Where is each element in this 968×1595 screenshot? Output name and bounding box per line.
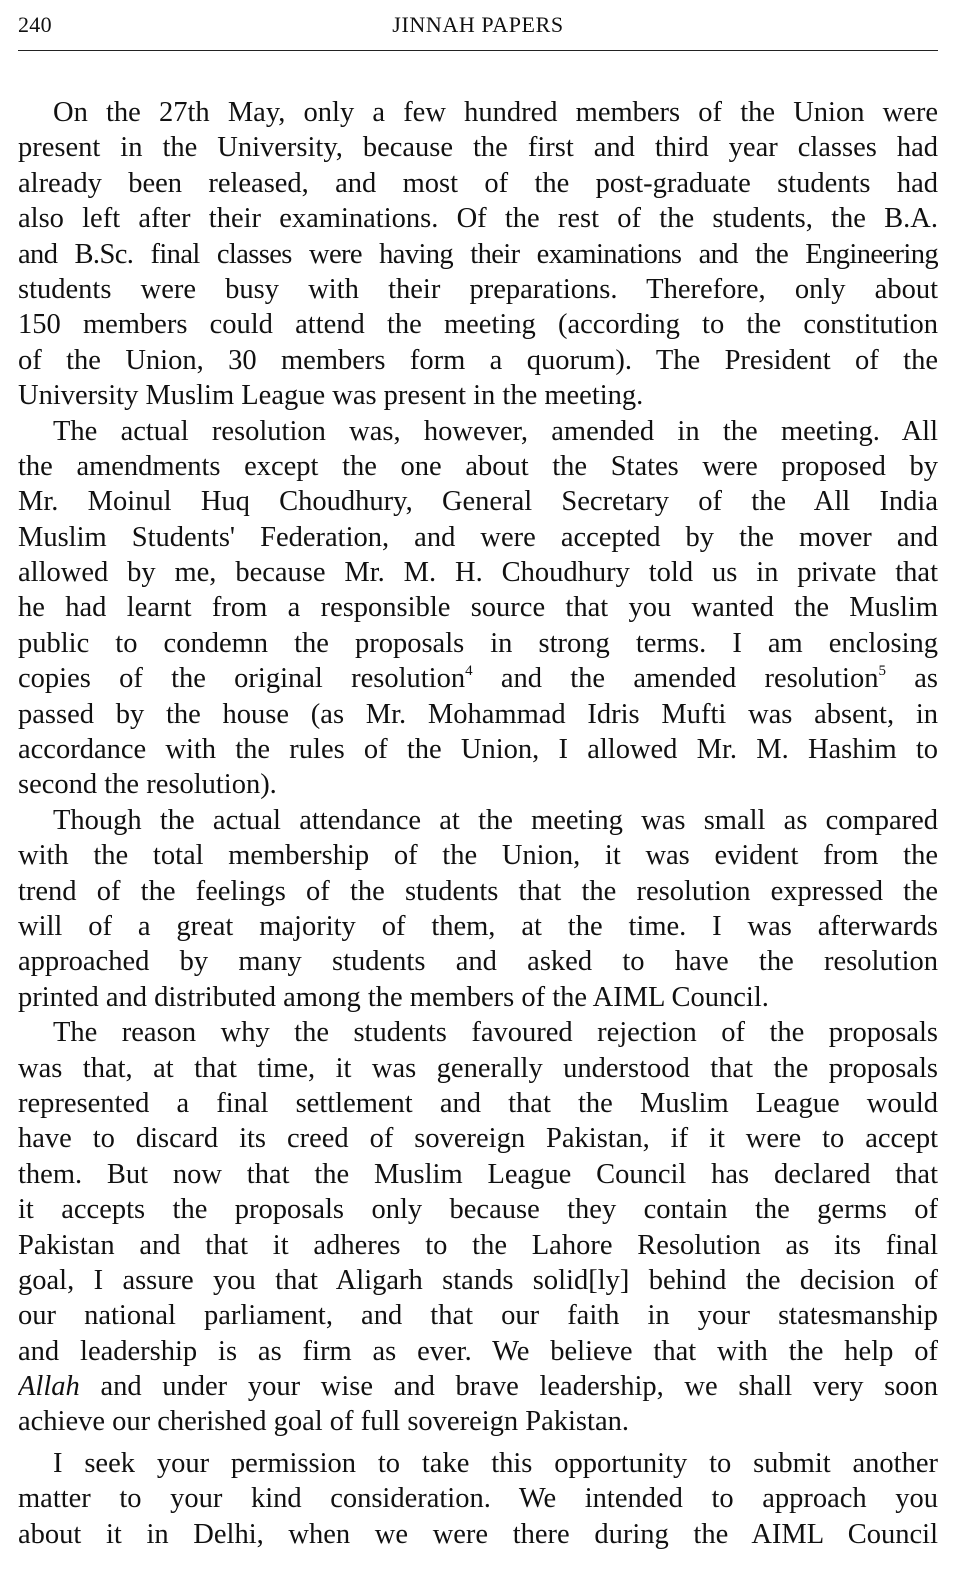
text-line: trend of the feelings of the students that the resolution expressed the	[18, 875, 938, 907]
text-line: allowed by me, because Mr. M. H. Choudhury told us in private that	[18, 557, 938, 589]
text-line: printed and distributed among the members of the AIML Council.	[18, 981, 769, 1013]
page-number: 240	[18, 12, 52, 37]
text-line: passed by the house (as Mr. Mohammad Idris Mufti was absent, in	[18, 698, 938, 730]
text-line: The actual resolution was, however, amended in the meeting. All	[53, 415, 938, 447]
text-fragment: copies of the original resolution	[18, 663, 466, 695]
text-line: represented a final settlement and that the Muslim League would	[18, 1087, 938, 1119]
running-title: JINNAH PAPERS	[392, 12, 564, 37]
paragraph-4	[18, 1015, 938, 1440]
text-line: students were busy with their preparations. Therefore, only about	[18, 273, 938, 305]
text-line: already been released, and most of the post-graduate students had	[18, 167, 938, 199]
text-line: them. But now that the Muslim League Council has declared that	[18, 1158, 938, 1190]
text-line: matter to your kind consideration. We intended to approach you	[18, 1483, 938, 1515]
italic-word: Allah	[18, 1371, 80, 1403]
text-line: The reason why the students favoured rejection of the proposals	[53, 1017, 938, 1049]
text-line-with-footnotes	[18, 661, 938, 696]
text-line: University Muslim League was present in the meeting.	[18, 380, 644, 412]
text-line: Pakistan and that it adheres to the Lahore Resolution as its final	[18, 1229, 938, 1261]
text-line: it accepts the proposals only because they contain the germs of	[18, 1194, 938, 1226]
text-line: the amendments except the one about the States were proposed by	[18, 450, 938, 482]
text-line: approached by many students and asked to have the resolution	[18, 946, 938, 978]
paragraph-3	[18, 803, 938, 1015]
text-line: have to discard its creed of sovereign Pakistan, if it were to accept	[18, 1123, 938, 1155]
text-fragment: and the amended resolution	[472, 663, 879, 695]
text-line: Muslim Students' Federation, and were accepted by the mover and	[18, 521, 938, 553]
text-line: he had learnt from a responsible source that you wanted the Muslim	[18, 592, 938, 624]
text-line: achieve our cherished goal of full sovereign Pakistan.	[18, 1406, 629, 1438]
text-line: of the Union, 30 members form a quorum). The President of the	[18, 344, 938, 376]
text-line: present in the University, because the first and third year classes had	[18, 132, 938, 164]
text-line: public to condemn the proposals in strong terms. I am enclosing	[18, 627, 938, 659]
footnote-marker: 5	[878, 663, 886, 680]
text-line: second the resolution).	[18, 769, 277, 801]
paragraph-1	[18, 95, 938, 414]
page-header	[18, 8, 938, 48]
text-line: goal, I assure you that Aligarh stands solid[ly] behind the decision of	[18, 1264, 938, 1296]
text-line: also left after their examinations. Of the rest of the students, the B.A.	[18, 203, 938, 235]
text-line: our national parliament, and that our faith in your statesmanship	[18, 1300, 938, 1332]
text-line: and B.Sc. final classes were having their examinations and the Engineering	[18, 238, 938, 270]
text-line: with the total membership of the Union, it was evident from the	[18, 840, 938, 872]
text-line: On the 27th May, only a few hundred members of the Union were	[53, 97, 938, 128]
text-fragment: as	[885, 663, 938, 695]
text-line: will of a great majority of them, at the time. I was afterwards	[18, 910, 938, 942]
header-rule	[18, 50, 938, 51]
paragraph-5	[18, 1446, 938, 1552]
text-line: Though the actual attendance at the meeting was small as compared	[53, 804, 938, 836]
text-line-with-italic	[18, 1369, 938, 1404]
text-fragment: and under your wise and brave leadership, we shall very soon	[100, 1371, 938, 1403]
text-line: 150 members could attend the meeting (according to the constitution	[18, 309, 938, 341]
text-line: and leadership is as firm as ever. We believe that with the help of	[18, 1335, 938, 1367]
text-line: I seek your permission to take this opportunity to submit another	[53, 1447, 938, 1479]
text-line: about it in Delhi, when we were there during the AIML Council	[18, 1518, 938, 1550]
text-line: Mr. Moinul Huq Choudhury, General Secretary of the All India	[18, 486, 938, 518]
text-line: was that, at that time, it was generally understood that the proposals	[18, 1052, 938, 1084]
footnote-marker: 4	[465, 663, 473, 680]
text-line: accordance with the rules of the Union, I allowed Mr. M. Hashim to	[18, 734, 938, 766]
paragraph-2	[18, 414, 938, 803]
body-text	[18, 95, 938, 1552]
